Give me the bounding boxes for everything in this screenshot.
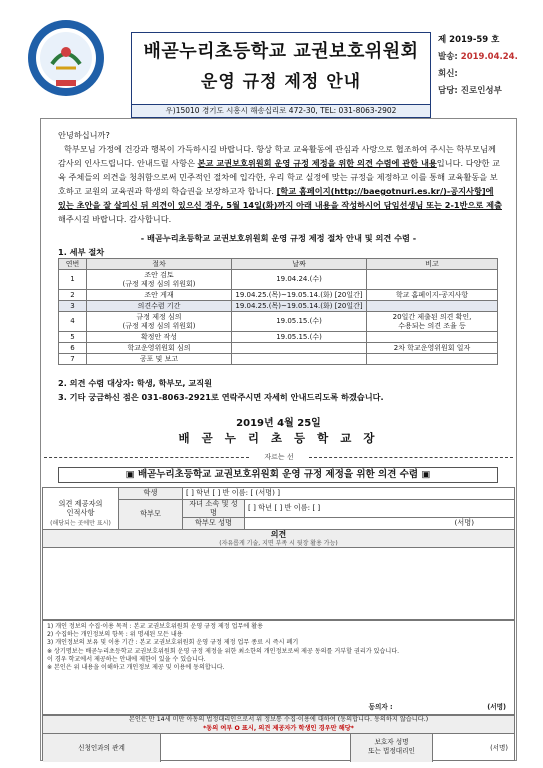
dashed-line <box>309 457 513 458</box>
paragraph-emphasis: 본교 교권보호위원회 운영 규정 제정을 위한 의견 수렴에 관한 내용 <box>197 158 437 168</box>
school-address: 우)15010 경기도 시흥시 해송십리로 472-30, TEL: 031-8063-2902 <box>131 104 431 118</box>
table-row <box>59 270 498 290</box>
row-number: 1 <box>59 270 87 290</box>
parent-sign-field[interactable]: (서명) <box>245 518 515 530</box>
section-heading: - 배곧누리초등학교 교권보호위원회 운영 규정 제정 절차 안내 및 의견 수렴 - <box>140 233 417 243</box>
subsection-contact: 3. 기타 궁금하신 점은 031-8063-2921로 연락주시면 자세히 안내드리도록 하겠습니다. <box>58 392 384 402</box>
row-note <box>367 270 498 290</box>
notice-subtitle: 운영 규정 제정 안내 <box>200 72 362 92</box>
letterhead <box>18 12 526 115</box>
opinion-header <box>43 530 514 548</box>
student-label: 학생 <box>119 488 183 500</box>
student-fields[interactable]: [ ] 학년 [ ] 반 이름: [ (서명) ] <box>183 488 515 500</box>
letter-body <box>58 128 503 226</box>
row-note: 2차 학교운영위원회 일자 <box>367 343 498 354</box>
consent-sign: (서명) <box>487 702 506 711</box>
category-label: 인적사항 <box>66 507 95 517</box>
row-step: 공포 및 보고 <box>87 354 232 365</box>
consent-label: 동의자 : <box>368 702 393 711</box>
paragraph-text: 학부모님 가정에 건강과 행복이 가득하시길 바랍니다. 항상 학교 교육활동에 관심과 사랑으로 협조하여 주시는 학부모님께 감사의 인사드립니다. 안내드릴 사항은 <box>58 144 496 168</box>
paragraph-text: 입니다. 다양한 교육 주체들의 의견을 청취함으로써 민주적인 절차에 입각한, 우리 학교 실정에 맞는 규정을 제정하고 이를 통해 교육활동을 보호하고 교원의 교육권과 학생의 학습권을 보장하고자 합니다. <box>58 158 500 196</box>
row-note <box>367 301 498 312</box>
issued-label: 발송: <box>438 52 458 62</box>
table-row <box>59 301 498 312</box>
owner-department: 담당: 진로인성부 <box>438 86 502 96</box>
privacy-line: ※ 본인은 위 내용을 이해하고 개인정보 제공 및 이용에 동의합니다. <box>47 664 225 672</box>
greeting: 안녕하십니까? <box>58 130 110 140</box>
category-hint: (해당되는 곳에만 표시) <box>50 520 111 528</box>
form-title: ▣ 배곧누리초등학교 교권보호위원회 운영 규정 제정을 위한 의견 수렴 ▣ <box>58 467 498 483</box>
subsection-procedure: 1. 세부 절차 <box>58 247 105 257</box>
row-note <box>367 332 498 343</box>
child-info-label: 자녀 소속 및 성명 <box>183 500 245 518</box>
sign-label: 또는 법정대리인 <box>368 747 415 755</box>
row-step: 조안 검토 (규정 제정 심의 위원회) <box>87 270 232 290</box>
table-header-row <box>59 259 498 270</box>
relation-field[interactable] <box>161 734 351 762</box>
student-row <box>43 488 515 500</box>
column-header: 비고 <box>367 259 498 270</box>
issue-date: 2019년 4월 25일 <box>236 418 321 429</box>
row-date: 19.05.15.(수) <box>232 332 367 343</box>
opinion-box[interactable] <box>42 529 515 620</box>
row-number: 5 <box>59 332 87 343</box>
privacy-notes <box>42 620 515 715</box>
principal-signature: 배 곧 누 리 초 등 학 교 장 <box>178 431 379 445</box>
row-number: 6 <box>59 343 87 354</box>
column-header: 연번 <box>59 259 87 270</box>
table-row <box>59 290 498 301</box>
column-header: 날짜 <box>232 259 367 270</box>
row-number: 2 <box>59 290 87 301</box>
paragraph-text: 해주시길 바랍니다. 감사합니다. <box>58 214 172 224</box>
table-row <box>59 354 498 365</box>
document-meta <box>438 32 534 100</box>
guardian-statement <box>43 716 514 734</box>
child-info-fields[interactable]: [ ] 학년 [ ] 반 이름: [ ] <box>245 500 515 518</box>
column-header: 절차 <box>87 259 232 270</box>
row-number: 3 <box>59 301 87 312</box>
privacy-line: 1) 개인 정보의 수집·이용 목적 : 본교 교권보호위원회 운영 규정 제정 업무에 활용 <box>47 623 263 630</box>
dashed-line <box>44 457 249 458</box>
guardian-sign-label <box>351 734 433 762</box>
row-step: 학교운영위원회 심의 <box>87 343 232 354</box>
table-row <box>59 312 498 332</box>
row-date <box>232 354 367 365</box>
cut-label: 자르는 선 <box>254 452 304 462</box>
table-row <box>59 332 498 343</box>
row-step: 확정안 작성 <box>87 332 232 343</box>
row-number: 7 <box>59 354 87 365</box>
opinion-hint: (자유롭게 기술, 지면 부족 시 뒷장 활용 가능) <box>219 540 338 547</box>
guardian-sign-row <box>43 734 514 762</box>
issued-date: 2019.04.24. <box>460 52 518 62</box>
parent-name-label: 학부모 성명 <box>183 518 245 530</box>
document-number: 제 2019-59 호 <box>438 35 500 45</box>
guardian-sign-field[interactable]: (서명) <box>490 744 508 752</box>
cut-line <box>44 452 513 462</box>
guardian-note: *동의 여부 O 표시, 의견 제공자가 학생인 경우만 해당* <box>203 724 354 732</box>
letter-paragraph <box>58 142 503 226</box>
school-logo <box>26 18 106 98</box>
notice-title: 배곧누리초등학교 교권보호위원회 <box>143 41 419 62</box>
privacy-line: 이 경우 학교에서 제공하는 안내에 제한이 있을 수 있습니다. <box>47 655 206 663</box>
guardian-consent <box>42 715 515 761</box>
row-note: 20일간 제출된 의견 확인, 수용되는 의견 조율 등 <box>367 312 498 332</box>
row-step: 조안 게재 <box>87 290 232 301</box>
row-date: 19.04.24.(수) <box>232 270 367 290</box>
privacy-line: 2) 수집하는 개인정보의 항목 : 위 명세된 모든 내용 <box>47 631 183 639</box>
consent-signature[interactable] <box>369 703 506 711</box>
reply-label: 회신: <box>438 69 458 79</box>
opinion-label: 의견 <box>270 530 287 539</box>
row-date: 19.04.25.(목)~19.05.14.(화) [20일간] <box>232 290 367 301</box>
subsection-targets: 2. 의견 수렴 대상자: 학생, 학부모, 교직원 <box>58 378 213 388</box>
row-date: 19.04.25.(목)~19.05.14.(화) [20일간] <box>232 301 367 312</box>
privacy-line: ※ 상기명보는 배곧누리초등학교 교권보호위원회 운영 규정 제정을 위한 최소한의 개인정보로써 제공 동의를 거부할 권리가 있습니다. <box>47 647 400 655</box>
row-date: 19.05.15.(수) <box>232 312 367 332</box>
privacy-line: 3) 개인정보의 보유 및 이용 기간 : 본교 교권보호위원회 운영 규정 제정 업무 종료 시 즉시 폐기 <box>47 639 299 647</box>
row-date <box>232 343 367 354</box>
row-number: 4 <box>59 312 87 332</box>
table-row <box>59 343 498 354</box>
paragraph-emphasis: [학교 홈페이지(http://baegotnuri.es.kr/)-공지사항]에 있는 초안을 잘 살피신 뒤 의견이 있으신 경우, 5월 14일(화)까지 아래 내용을 작성하시어 담임선생님 또는 2-1반으로 제출 <box>58 186 502 210</box>
row-step: 규정 제정 심의 (규정 제정 심의 위원회) <box>87 312 232 332</box>
row-step: 의견수렴 기간 <box>87 301 232 312</box>
procedure-table <box>58 258 498 365</box>
sign-label: 보호자 성명 <box>374 738 409 746</box>
title-box <box>131 32 431 104</box>
guardian-line: 본인은 만 14세 미만 아동의 법정대리인으로서 위 정보통 수집·이용에 대하여 (동의합니다. 동의하지 않습니다.) <box>128 716 429 723</box>
row-note <box>367 354 498 365</box>
row-note: 학교 홈페이지-공지사항 <box>367 290 498 301</box>
relation-label: 신청인과의 관계 <box>43 734 161 762</box>
parent-label: 학부모 <box>119 500 183 530</box>
category-label: 의견 제공자의 <box>58 499 103 509</box>
